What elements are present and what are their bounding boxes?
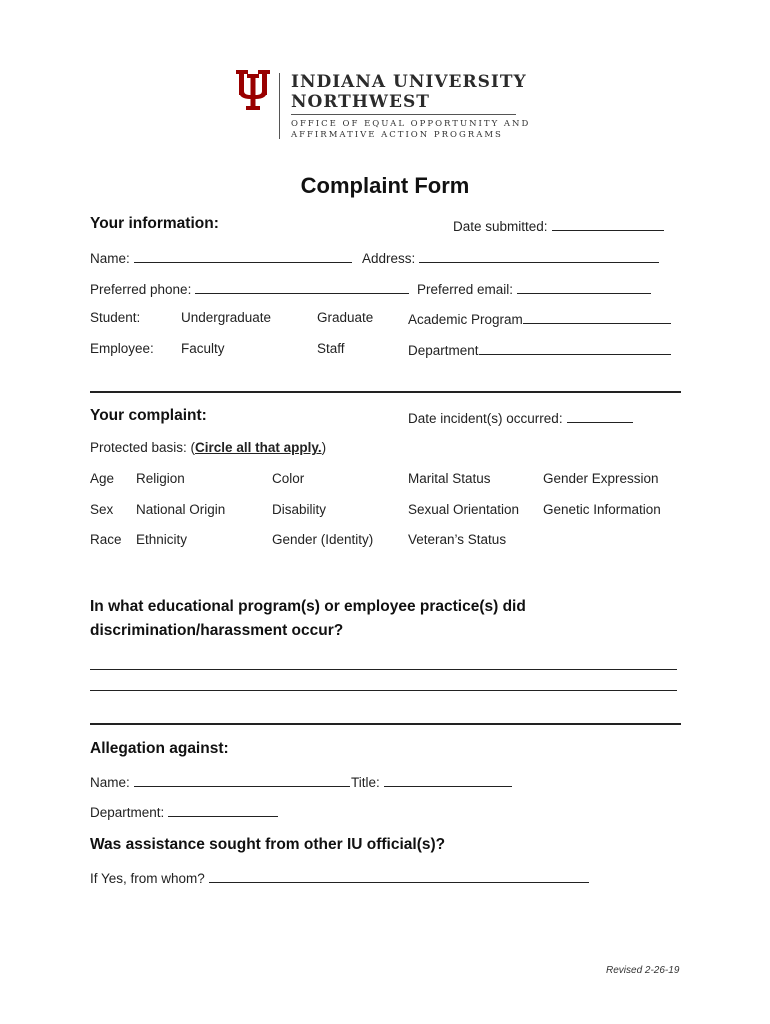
basis-genetic-information[interactable]: Genetic Information [543, 502, 661, 517]
basis-national-origin[interactable]: National Origin [136, 502, 226, 517]
date-incident-label: Date incident(s) occurred: [408, 411, 563, 426]
department-field[interactable] [408, 341, 671, 358]
section-heading-your-complaint: Your complaint: [90, 407, 207, 424]
section-heading-your-information: Your information: [90, 215, 219, 232]
section-heading-allegation-against: Allegation against: [90, 740, 229, 757]
section-divider [90, 391, 681, 393]
option-undergraduate[interactable]: Undergraduate [181, 310, 272, 325]
address-field[interactable] [362, 249, 659, 266]
office-name-line2: AFFIRMATIVE ACTION PROGRAMS [291, 130, 503, 140]
option-faculty[interactable]: Faculty [181, 341, 225, 356]
allegation-name-label: Name: [90, 775, 130, 790]
logo-divider-horizontal [291, 114, 516, 115]
allegation-title-blank[interactable] [384, 773, 512, 787]
basis-color[interactable]: Color [272, 471, 305, 486]
preferred-phone-blank[interactable] [195, 280, 409, 294]
date-submitted-label: Date submitted: [453, 219, 548, 234]
preferred-phone-label: Preferred phone: [90, 282, 192, 297]
section-heading-assistance: Was assistance sought from other IU official(s)? [90, 836, 446, 853]
assistance-from-whom-blank[interactable] [209, 869, 589, 883]
basis-religion[interactable]: Religion [136, 471, 185, 486]
protected-basis-suffix: ) [321, 440, 327, 455]
date-incident-blank[interactable] [567, 409, 633, 423]
basis-age[interactable]: Age [90, 471, 115, 486]
answer-line-1[interactable] [90, 669, 677, 670]
answer-line-2[interactable] [90, 690, 677, 691]
name-label: Name: [90, 251, 130, 266]
date-incident-field[interactable] [408, 409, 633, 426]
preferred-email-blank[interactable] [517, 280, 651, 294]
name-field[interactable] [90, 249, 352, 266]
address-label: Address: [362, 251, 416, 266]
student-label: Student: [90, 310, 141, 325]
name-blank[interactable] [134, 249, 352, 263]
logo-divider-vertical [279, 73, 280, 139]
allegation-name-blank[interactable] [134, 773, 350, 787]
revision-date: Revised 2-26-19 [606, 965, 680, 976]
basis-ethnicity[interactable]: Ethnicity [136, 532, 188, 547]
preferred-email-label: Preferred email: [417, 282, 514, 297]
academic-program-blank[interactable] [523, 310, 671, 324]
basis-veterans-status[interactable]: Veteran’s Status [408, 532, 507, 547]
question-program-line2: discrimination/harassment occur? [90, 622, 344, 639]
question-program-line1: In what educational program(s) or employee practice(s) did [90, 598, 526, 615]
allegation-department-label: Department: [90, 805, 165, 820]
option-staff[interactable]: Staff [317, 341, 345, 356]
preferred-phone-field[interactable] [90, 280, 409, 297]
preferred-email-field[interactable] [417, 280, 651, 297]
university-name-line2: NORTHWEST [291, 92, 430, 112]
basis-gender-expression[interactable]: Gender Expression [543, 471, 659, 486]
basis-marital-status[interactable]: Marital Status [408, 471, 491, 486]
option-graduate[interactable]: Graduate [317, 310, 374, 325]
iu-trident-logo [236, 70, 270, 110]
page-title: Complaint Form [300, 173, 470, 198]
assistance-from-whom-label: If Yes, from whom? [90, 871, 205, 886]
protected-basis-instruction [90, 440, 326, 455]
basis-gender-identity[interactable]: Gender (Identity) [272, 532, 374, 547]
date-submitted-field[interactable] [453, 217, 664, 234]
allegation-department-field[interactable] [90, 803, 278, 820]
basis-sexual-orientation[interactable]: Sexual Orientation [408, 502, 520, 517]
protected-basis-prefix: Protected basis: ( [90, 440, 196, 455]
allegation-name-field[interactable] [90, 773, 350, 790]
allegation-department-blank[interactable] [168, 803, 278, 817]
department-label: Department [408, 343, 479, 358]
basis-sex[interactable]: Sex [90, 502, 114, 517]
address-blank[interactable] [419, 249, 659, 263]
basis-disability[interactable]: Disability [272, 502, 327, 517]
allegation-title-field[interactable] [351, 773, 512, 790]
protected-basis-emphasis: Circle all that apply. [195, 440, 322, 455]
university-name-line1: INDIANA UNIVERSITY [291, 72, 527, 92]
academic-program-field[interactable] [408, 310, 671, 327]
section-divider [90, 723, 681, 725]
office-name-line1: OFFICE OF EQUAL OPPORTUNITY AND [291, 119, 531, 129]
basis-race[interactable]: Race [90, 532, 122, 547]
allegation-title-label: Title: [351, 775, 380, 790]
assistance-from-whom-field[interactable] [90, 869, 589, 886]
department-blank[interactable] [479, 341, 671, 355]
employee-label: Employee: [90, 341, 154, 356]
date-submitted-blank[interactable] [552, 217, 664, 231]
academic-program-label: Academic Program [408, 312, 523, 327]
